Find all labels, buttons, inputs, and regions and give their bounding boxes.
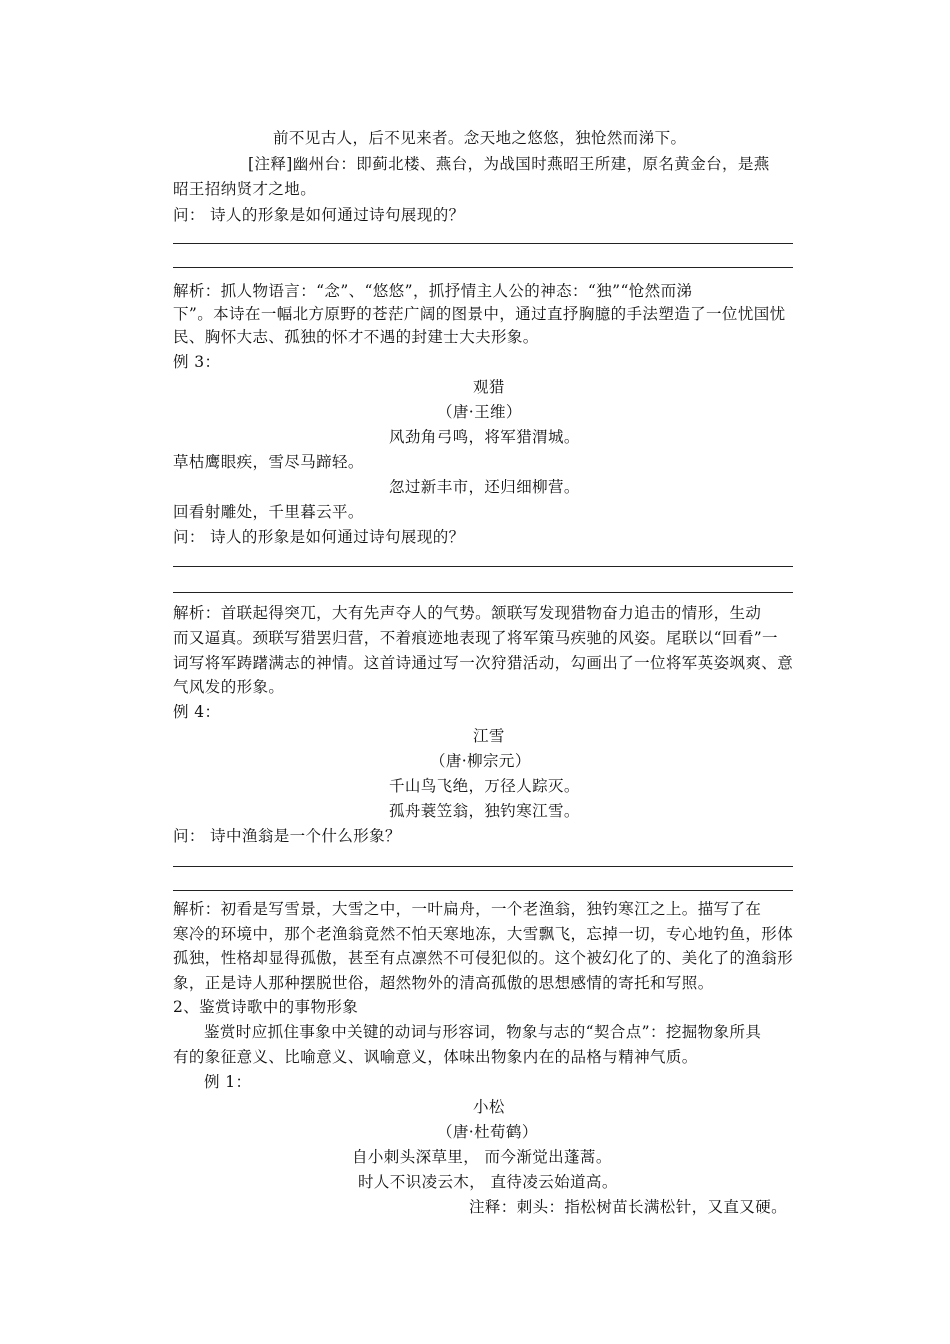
poem-title: 江雪 [473,727,505,745]
analysis-line: 解析：初看是写雪景，大雪之中，一叶扁舟，一个老渔翁，独钓寒江之上。描写了在 [173,900,762,918]
analysis-line: 象，正是诗人那种摆脱世俗，超然物外的清高孤傲的思想感情的寄托和写照。 [173,974,714,992]
analysis-line: 下”。本诗在一幅北方原野的苍茫广阔的图景中，通过直抒胸臆的手法塑造了一位忧国忧 [173,305,786,323]
analysis-line: 民、胸怀大志、孤独的怀才不遇的封建士大夫形象。 [173,328,539,346]
poem-title: 观猎 [473,378,505,396]
example-label: 例 3： [173,353,221,371]
answer-line[interactable] [173,267,793,268]
answer-line[interactable] [173,592,793,593]
analysis-line: 词写将军踌躇满志的神情。这首诗通过写一次狩猎活动，勾画出了一位将军英姿飒爽、意 [173,654,794,672]
question: 问： 诗人的形象是如何通过诗句展现的？ [173,528,465,546]
analysis-line: 而又逼真。颈联写猎罢归营，不着痕迹地表现了将军策马疾驰的风姿。尾联以“回看”一 [173,629,778,647]
example-label: 例 1： [204,1073,252,1091]
poem-note-cont: 昭王招纳贤才之地。 [173,180,317,198]
poem-line: 千山鸟飞绝，万径人踪灭。 [389,777,580,795]
answer-line[interactable] [173,566,793,567]
poem-line: 孤舟蓑笠翁，独钓寒江雪。 [389,802,580,820]
poem-line: 草枯鹰眼疾，雪尽马蹄轻。 [173,453,364,471]
poem-title: 小松 [473,1098,505,1116]
analysis-line: 孤独，性格却显得孤傲，甚至有点凛然不可侵犯似的。这个被幻化了的、美化了的渔翁形 [173,949,794,967]
intro-line: 有的象征意义、比喻意义、讽喻意义，体味出物象内在的品格与精神气质。 [173,1048,698,1066]
answer-line[interactable] [173,890,793,891]
poem-author: （唐·王维） [437,403,522,421]
analysis-line: 寒冷的环境中，那个老渔翁竟然不怕天寒地冻，大雪飘飞，忘掉一切，专心地钓鱼，形体 [173,925,794,943]
poem-line: 风劲角弓鸣，将军猎渭城。 [389,428,580,446]
poem-line: 前不见古人，后不见来者。念天地之悠悠，独怆然而涕下。 [273,129,687,147]
poem-author: （唐·柳宗元） [430,752,531,770]
question: 问： 诗人的形象是如何通过诗句展现的？ [173,206,465,224]
poem-note: 注释：刺头：指松树苗长满松针，又直又硬。 [469,1198,788,1216]
example-label: 例 4： [173,703,221,721]
poem-line: 时人不识凌云木， 直待凌云始道高。 [358,1173,618,1191]
poem-line: 自小刺头深草里， 而今渐觉出蓬蒿。 [352,1148,612,1166]
section-heading: 2、鉴赏诗歌中的事物形象 [173,998,359,1016]
intro-line: 鉴赏时应抓住事象中关键的动词与形容词，物象与志的“契合点”：挖掘物象所具 [204,1023,762,1041]
poem-author: （唐·杜荀鹤） [437,1123,538,1141]
poem-line: 忽过新丰市，还归细柳营。 [389,478,580,496]
poem-note: [注释]幽州台：即蓟北楼、燕台，为战国时燕昭王所建，原名黄金台，是燕 [248,155,770,173]
answer-line[interactable] [173,243,793,244]
analysis-line: 气风发的形象。 [173,678,285,696]
analysis-line: 解析：首联起得突兀，大有先声夺人的气势。颔联写发现猎物奋力追击的情形，生动 [173,604,762,622]
answer-line[interactable] [173,866,793,867]
poem-line: 回看射雕处，千里暮云平。 [173,503,364,521]
question: 问： 诗中渔翁是一个什么形象？ [173,827,401,845]
analysis-line: 解析：抓人物语言：“念”、“悠悠”，抓抒情主人公的神态：“独”“怆然而涕 [173,282,693,300]
